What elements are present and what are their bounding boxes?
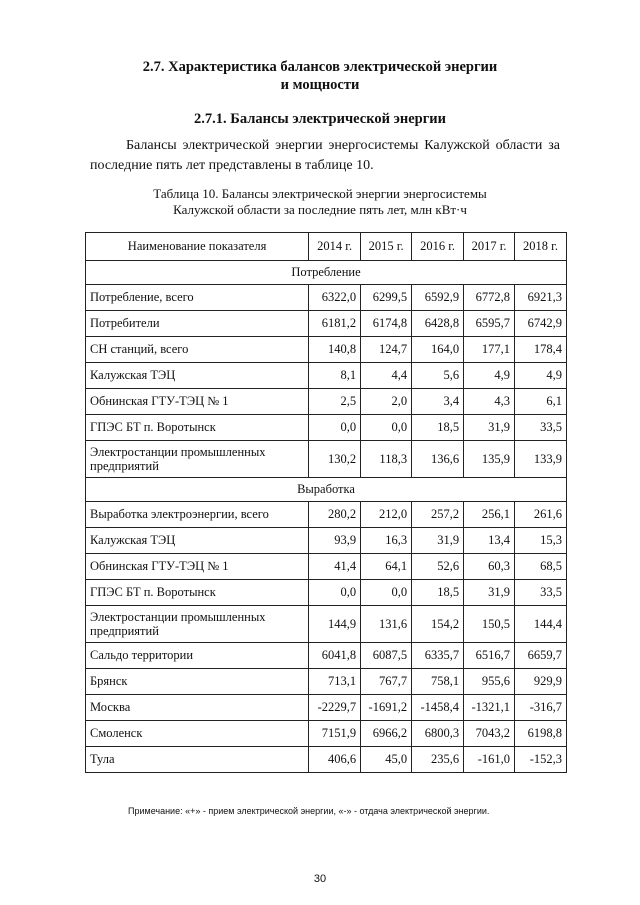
value-cell: 5,6 <box>412 363 464 389</box>
value-cell: 261,6 <box>515 502 567 528</box>
value-cell: 131,6 <box>361 606 412 643</box>
table-caption-line1: Таблица 10. Балансы электрической энергии энергосистемы <box>153 186 487 201</box>
value-cell: 6772,8 <box>464 285 515 311</box>
column-header: 2016 г. <box>412 233 464 261</box>
row-label: СН станций, всего <box>86 337 309 363</box>
row-label: Потребление, всего <box>86 285 309 311</box>
row-label: Электростанции промышленных предприятий <box>86 606 309 643</box>
section-row <box>86 261 567 285</box>
value-cell: 0,0 <box>309 415 361 441</box>
value-cell: 6,1 <box>515 389 567 415</box>
table-row <box>86 389 567 415</box>
value-cell: 7151,9 <box>309 721 361 747</box>
value-cell: 4,9 <box>464 363 515 389</box>
value-cell: 13,4 <box>464 528 515 554</box>
table-row <box>86 747 567 773</box>
value-cell: 52,6 <box>412 554 464 580</box>
table-row <box>86 554 567 580</box>
table-row <box>86 337 567 363</box>
table-row <box>86 528 567 554</box>
value-cell: 144,4 <box>515 606 567 643</box>
value-cell: 136,6 <box>412 441 464 478</box>
value-cell: 6174,8 <box>361 311 412 337</box>
value-cell: 164,0 <box>412 337 464 363</box>
section-heading <box>0 58 640 94</box>
value-cell: 18,5 <box>412 580 464 606</box>
value-cell: 0,0 <box>309 580 361 606</box>
value-cell: -1691,2 <box>361 695 412 721</box>
value-cell: 6198,8 <box>515 721 567 747</box>
value-cell: 31,9 <box>464 580 515 606</box>
table-row <box>86 502 567 528</box>
value-cell: 135,9 <box>464 441 515 478</box>
value-cell: 150,5 <box>464 606 515 643</box>
value-cell: 3,4 <box>412 389 464 415</box>
value-cell: 6800,3 <box>412 721 464 747</box>
value-cell: 118,3 <box>361 441 412 478</box>
value-cell: 33,5 <box>515 580 567 606</box>
value-cell: 235,6 <box>412 747 464 773</box>
value-cell: 6595,7 <box>464 311 515 337</box>
table-row <box>86 695 567 721</box>
row-label: Потребители <box>86 311 309 337</box>
value-cell: 154,2 <box>412 606 464 643</box>
value-cell: 6659,7 <box>515 643 567 669</box>
value-cell: 758,1 <box>412 669 464 695</box>
value-cell: 256,1 <box>464 502 515 528</box>
value-cell: 767,7 <box>361 669 412 695</box>
row-label: Калужская ТЭЦ <box>86 363 309 389</box>
table-row <box>86 606 567 643</box>
value-cell: 133,9 <box>515 441 567 478</box>
value-cell: -1458,4 <box>412 695 464 721</box>
value-cell: 6742,9 <box>515 311 567 337</box>
value-cell: 177,1 <box>464 337 515 363</box>
balance-table <box>85 232 567 773</box>
value-cell: 41,4 <box>309 554 361 580</box>
value-cell: 212,0 <box>361 502 412 528</box>
value-cell: 6181,2 <box>309 311 361 337</box>
value-cell: 60,3 <box>464 554 515 580</box>
table-body <box>86 261 567 773</box>
section-title: Выработка <box>86 478 567 502</box>
row-label: Калужская ТЭЦ <box>86 528 309 554</box>
intro-paragraph <box>90 136 560 176</box>
value-cell: 929,9 <box>515 669 567 695</box>
value-cell: 0,0 <box>361 415 412 441</box>
row-label: Тула <box>86 747 309 773</box>
value-cell: 130,2 <box>309 441 361 478</box>
value-cell: 6322,0 <box>309 285 361 311</box>
column-header: 2014 г. <box>309 233 361 261</box>
table-row <box>86 311 567 337</box>
row-label: Москва <box>86 695 309 721</box>
value-cell: 955,6 <box>464 669 515 695</box>
value-cell: 6041,8 <box>309 643 361 669</box>
value-cell: 6087,5 <box>361 643 412 669</box>
subsection-heading: 2.7.1. Балансы электрической энергии <box>193 111 446 127</box>
value-cell: 0,0 <box>361 580 412 606</box>
page-number: 30 <box>313 873 327 885</box>
value-cell: 4,3 <box>464 389 515 415</box>
value-cell: 2,5 <box>309 389 361 415</box>
table-caption-line2: Калужской области за последние пять лет, млн кВт·ч <box>173 202 467 217</box>
value-cell: 713,1 <box>309 669 361 695</box>
section-title: Потребление <box>86 261 567 285</box>
row-label: Брянск <box>86 669 309 695</box>
intro-text: Балансы электрической энергии энергосистемы Калужской области за последние пять лет представлены в таблице 10. <box>90 138 560 173</box>
row-label: ГПЭС БТ п. Воротынск <box>86 580 309 606</box>
value-cell: -2229,7 <box>309 695 361 721</box>
table-row <box>86 643 567 669</box>
section-row <box>86 478 567 502</box>
value-cell: 6966,2 <box>361 721 412 747</box>
value-cell: 7043,2 <box>464 721 515 747</box>
section-heading-line1: 2.7. Характеристика балансов электрической энергии <box>142 59 498 75</box>
value-cell: 144,9 <box>309 606 361 643</box>
row-label: Смоленск <box>86 721 309 747</box>
table-row <box>86 580 567 606</box>
value-cell: 6921,3 <box>515 285 567 311</box>
column-header: 2017 г. <box>464 233 515 261</box>
table-row <box>86 441 567 478</box>
value-cell: 68,5 <box>515 554 567 580</box>
value-cell: 8,1 <box>309 363 361 389</box>
value-cell: 140,8 <box>309 337 361 363</box>
value-cell: 45,0 <box>361 747 412 773</box>
table-row <box>86 415 567 441</box>
value-cell: 93,9 <box>309 528 361 554</box>
value-cell: -316,7 <box>515 695 567 721</box>
column-header: 2015 г. <box>361 233 412 261</box>
row-label: Обнинская ГТУ-ТЭЦ № 1 <box>86 389 309 415</box>
value-cell: 64,1 <box>361 554 412 580</box>
value-cell: -1321,1 <box>464 695 515 721</box>
value-cell: -161,0 <box>464 747 515 773</box>
value-cell: 4,4 <box>361 363 412 389</box>
table-row <box>86 721 567 747</box>
section-heading-line2: и мощности <box>280 77 360 93</box>
value-cell: 124,7 <box>361 337 412 363</box>
value-cell: 31,9 <box>412 528 464 554</box>
column-header: Наименование показателя <box>86 233 309 261</box>
row-label: Электростанции промышленных предприятий <box>86 441 309 478</box>
value-cell: 6299,5 <box>361 285 412 311</box>
value-cell: 406,6 <box>309 747 361 773</box>
row-label: Сальдо территории <box>86 643 309 669</box>
table-note: Примечание: «+» - прием электрической энергии, «-» - отдача электрической энергии. <box>128 806 490 816</box>
row-label: ГПЭС БТ п. Воротынск <box>86 415 309 441</box>
row-label: Выработка электроэнергии, всего <box>86 502 309 528</box>
value-cell: 15,3 <box>515 528 567 554</box>
value-cell: 4,9 <box>515 363 567 389</box>
value-cell: 280,2 <box>309 502 361 528</box>
value-cell: 2,0 <box>361 389 412 415</box>
table-row <box>86 669 567 695</box>
value-cell: 31,9 <box>464 415 515 441</box>
value-cell: 18,5 <box>412 415 464 441</box>
table-header-row <box>86 233 567 261</box>
value-cell: 6516,7 <box>464 643 515 669</box>
value-cell: 178,4 <box>515 337 567 363</box>
value-cell: 257,2 <box>412 502 464 528</box>
table-row <box>86 285 567 311</box>
table-row <box>86 363 567 389</box>
value-cell: 16,3 <box>361 528 412 554</box>
value-cell: 33,5 <box>515 415 567 441</box>
row-label: Обнинская ГТУ-ТЭЦ № 1 <box>86 554 309 580</box>
value-cell: 6592,9 <box>412 285 464 311</box>
table-caption <box>0 186 640 218</box>
value-cell: 6428,8 <box>412 311 464 337</box>
value-cell: 6335,7 <box>412 643 464 669</box>
column-header: 2018 г. <box>515 233 567 261</box>
value-cell: -152,3 <box>515 747 567 773</box>
